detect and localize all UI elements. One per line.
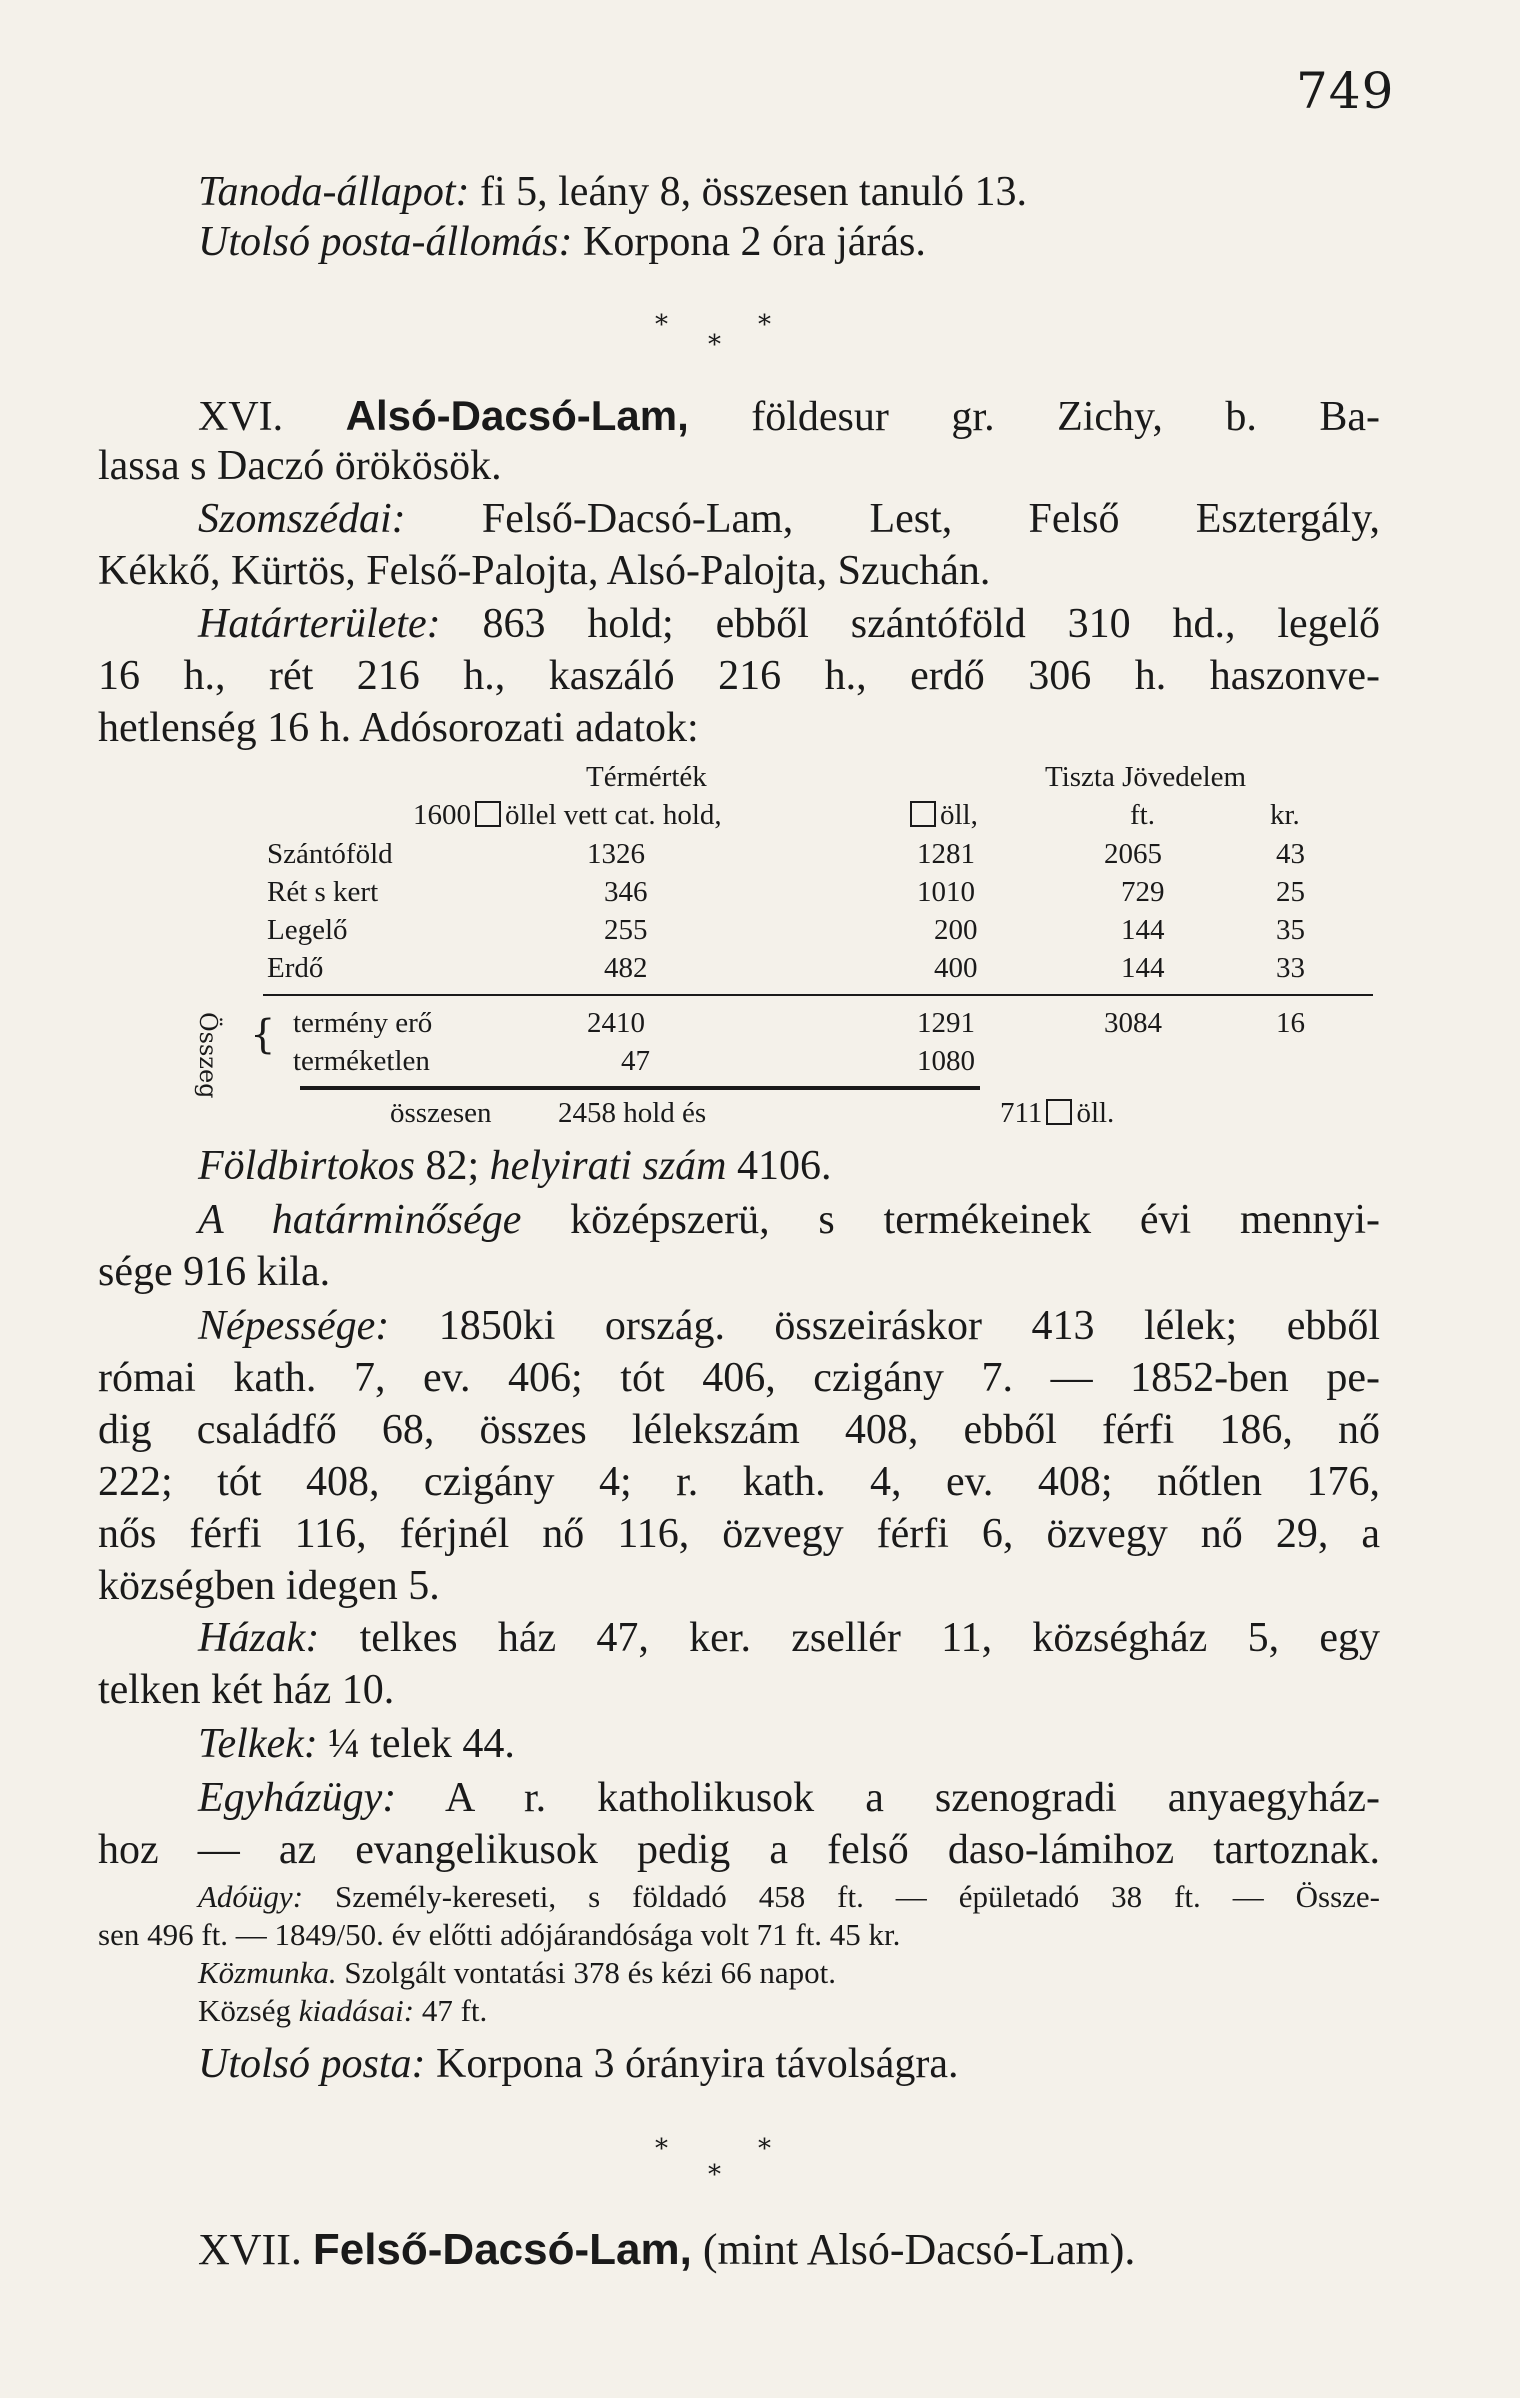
public-work-label: Közmunka. [198,1955,337,1990]
neighbors-line [198,495,1380,543]
entry-17-rest: (mint Alsó-Dacsó-Lam). [691,2225,1136,2274]
plots-line [198,1720,1380,1768]
school-status-text: fi 5, leány 8, összesen tanuló 13. [469,169,1028,215]
register-text: 4106. [726,1143,832,1189]
sum-row-hold: 47 [621,1045,650,1077]
last-post-station-text: Korpona 2 óra járás. [572,219,926,265]
header-kr: kr. [1270,799,1300,831]
brace-mark: { [250,1012,276,1058]
row-ft: 2065 [1104,838,1162,870]
row-kr: 43 [1276,838,1305,870]
area-line [198,600,1380,648]
row-oll: 200 [934,914,978,946]
entry-16-owner-text: földesur gr. Zichy, b. Ba- [688,394,1380,440]
landowner-label: Földbirtokos [198,1143,415,1189]
header-tiszta-jovedelem: Tiszta Jövedelem [1045,761,1247,793]
table-divider [263,994,1373,996]
sum-row-oll: 1291 [917,1007,975,1039]
quality-text: középszerü, s termékeinek évi mennyi- [521,1197,1380,1243]
row-hold: 482 [604,952,648,984]
expenses-text1: Község [198,1993,299,2028]
row-label: Rét s kert [267,876,379,908]
header-termertek: Térmérték [586,761,707,793]
separator-star-center: * [708,2160,721,2190]
quality-label: A határminősége [198,1197,522,1243]
header-oll: öll, [940,799,978,831]
entry-16-number: XVI. [198,394,284,440]
header-oll-unit [906,798,978,832]
plots-text: ¼ telek 44. [317,1721,515,1767]
houses-text: telkes ház 47, ker. zsellér 11, községház 5, egy [319,1615,1380,1661]
row-hold: 255 [604,914,648,946]
header-1600-unit [413,798,722,832]
population-line3: dig családfő 68, összes lélekszám 408, ebből férfi 186, nő [98,1407,1380,1453]
entry-16-name: Alsó-Dacsó-Lam, [345,392,689,439]
landowner-text: 82; [415,1143,490,1189]
expenses-text2: 47 ft. [414,1993,488,2028]
houses-line [198,1614,1380,1662]
tax-footnote-line2: sen 496 ft. — 1849/50. év előtti adójárandósága volt 71 ft. 45 kr. [98,1917,901,1952]
tax-label: Adóügy: [198,1879,304,1914]
separator-star-center: * [708,330,721,360]
square-fathom-icon [910,801,936,827]
separator-star-right: * [758,2134,771,2164]
register-label: helyirati szám [489,1143,727,1189]
row-kr: 33 [1276,952,1305,984]
quality-line [198,1196,1380,1244]
entry-17-name: Felső-Dacsó-Lam, [312,2225,692,2274]
tax-footnote [198,1880,1380,1914]
square-fathom-icon [475,801,501,827]
side-label-osszeg: Összeg [194,1012,222,1099]
header-ollel: öllel vett cat. hold, [505,799,722,831]
plots-label: Telkek: [198,1721,318,1767]
row-hold: 1326 [587,838,645,870]
row-ft: 144 [1121,952,1165,984]
row-label: Legelő [267,914,348,946]
row-ft: 729 [1121,876,1165,908]
entry-17-number: XVII. [198,2225,302,2274]
header-1600: 1600 [413,799,471,831]
last-post-text: Korpona 3 órányira távolságra. [425,2041,959,2087]
row-oll: 400 [934,952,978,984]
neighbors-label: Szomszédai: [198,496,406,542]
last-post-line [198,2040,1380,2088]
neighbors-text: Felső-Dacsó-Lam, Lest, Felső Esztergály, [405,496,1380,542]
houses-line2: telken két ház 10. [98,1667,395,1713]
total-oll-unit [1000,1096,1114,1130]
sum-row-oll: 1080 [917,1045,975,1077]
area-label: Határterülete: [198,601,441,647]
population-line2: római kath. 7, ev. 406; tót 406, czigány 7. — 1852-ben pe- [98,1355,1380,1401]
houses-label: Házak: [198,1615,320,1661]
row-ft: 144 [1121,914,1165,946]
last-post-station-line [198,218,1380,266]
row-hold: 346 [604,876,648,908]
school-status-label: Tanoda-állapot: [198,169,470,215]
row-label: Erdő [267,952,324,984]
separator-star-left: * [655,310,668,340]
sum-row-hold: 2410 [587,1007,645,1039]
school-status-line [198,168,1380,216]
row-kr: 25 [1276,876,1305,908]
church-label: Egyházügy: [198,1775,397,1821]
public-work-text: Szolgált vontatási 378 és kézi 66 napot. [336,1955,836,1990]
sum-row-ft: 3084 [1104,1007,1162,1039]
sum-double-rule [300,1086,980,1090]
area-line3: hetlenség 16 h. Adósorozati adatok: [98,705,699,751]
separator-star-right: * [758,310,771,340]
public-work-footnote [198,1956,836,1990]
square-fathom-icon [1046,1099,1072,1125]
area-text: 863 hold; ebből szántóföld 310 hd., legelő [440,601,1380,647]
entry-16-owner-line2: lassa s Daczó örökösök. [98,443,502,489]
tax-text: Személy-kereseti, s földadó 458 ft. — épületadó 38 ft. — Össze- [303,1879,1380,1914]
total-label: összesen [390,1097,492,1129]
entry-16-heading [198,392,1380,441]
expenses-footnote [198,1994,487,2028]
row-oll: 1010 [917,876,975,908]
total-oll: 711 [1000,1097,1043,1129]
area-line2: 16 h., rét 216 h., kaszáló 216 h., erdő 306 h. haszonve- [98,653,1380,699]
total-unit: öll. [1076,1097,1115,1129]
row-oll: 1281 [917,838,975,870]
population-line [198,1302,1380,1350]
row-label: Szántóföld [267,838,393,870]
sum-row-kr: 16 [1276,1007,1305,1039]
sum-row-label: terméketlen [293,1045,430,1077]
entry-17-heading [198,2226,1380,2274]
landowner-line [198,1142,1380,1190]
neighbors-line2: Kékkő, Kürtös, Felső-Palojta, Alsó-Palojta, Szuchán. [98,548,991,594]
last-post-label: Utolsó posta: [198,2041,426,2087]
population-line6: községben idegen 5. [98,1563,440,1609]
row-kr: 35 [1276,914,1305,946]
expenses-label: kiadásai: [298,1993,415,2028]
church-line2: hoz — az evangelikusok pedig a felső daso-lámihoz tartoznak. [98,1827,1380,1873]
population-text: 1850ki ország. összeiráskor 413 lélek; ebből [389,1303,1380,1349]
last-post-station-label: Utolsó posta-állomás: [198,219,573,265]
population-label: Népessége: [198,1303,390,1349]
sum-row-label: termény erő [293,1007,433,1039]
header-ft: ft. [1130,799,1155,831]
separator-star-left: * [655,2134,668,2164]
population-line4: 222; tót 408, czigány 4; r. kath. 4, ev. 408; nőtlen 176, [98,1459,1380,1505]
church-line [198,1774,1380,1822]
page-number: 749 [1296,62,1395,120]
quality-line2: sége 916 kila. [98,1249,331,1295]
total-hold: 2458 hold és [558,1097,707,1129]
population-line5: nős férfi 116, férjnél nő 116, özvegy férfi 6, özvegy nő 29, a [98,1511,1380,1557]
church-text: A r. katholikusok a szenogradi anyaegyház- [396,1775,1380,1821]
